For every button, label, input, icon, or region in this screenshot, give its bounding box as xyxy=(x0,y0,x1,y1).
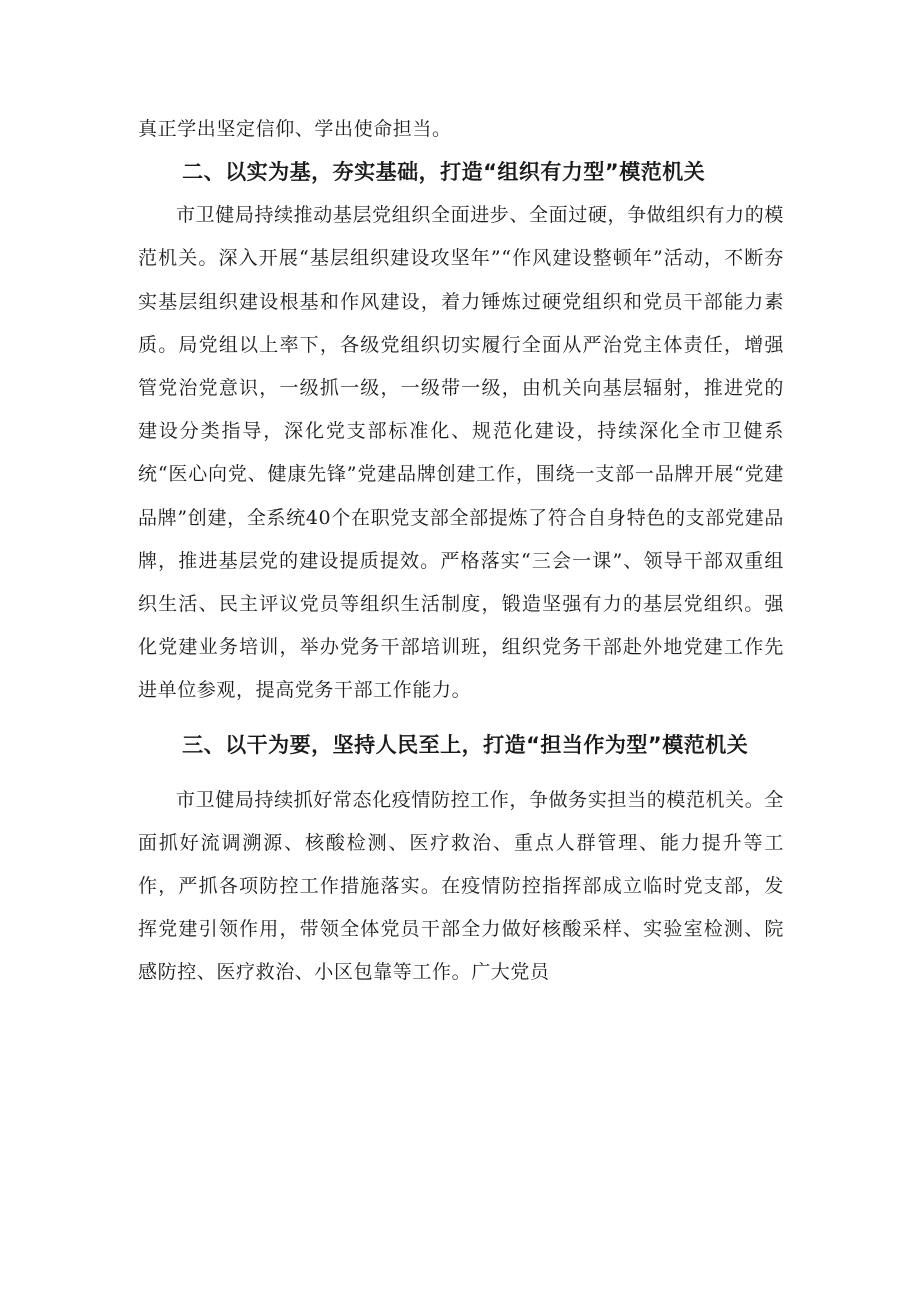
section-3-paragraph: 市卫健局持续抓好常态化疫情防控工作，争做务实担当的模范机关。全面抓好流调溯源、核酸检测、医疗救治、重点人群管理、能力提升等工作，严抓各项防控工作措施落实。在疫情防控指挥部成立临时党支部，发挥党建引领作用，带领全体党员干部全力做好核酸采样、实验室检测、院感防控、医疗救治、小区包靠等工作。广大党员 xyxy=(138,788,784,984)
document-body xyxy=(138,108,784,995)
continuation-paragraph: 真正学出坚定信仰、学出使命担当。 xyxy=(138,118,452,140)
section-2-paragraph: 市卫健局持续推动基层党组织全面进步、全面过硬，争做组织有力的模范机关。深入开展“基层组织建设攻坚年”“作风建设整顿年”活动，不断夯实基层组织建设根基和作风建设，着力锤炼过硬党组织和党员干部能力素质。局党组以上率下，各级党组织切实履行全面从严治党主体责任，增强管党治党意识，一级抓一级，一级带一级，由机关向基层辐射，推进党的建设分类指导，深化党支部标准化、规范化建设，持续深化全市卫健系统“医心向党、健康先锋”党建品牌创建工作，围绕一支部一品牌开展“党建品牌”创建，全系统40个在职党支部全部提炼了符合自身特色的支部党建品牌，推进基层党的建设提质提效。严格落实“三会一课”、领导干部双重组织生活、民主评议党员等组织生活制度，锻造坚强有力的基层党组织。强化党建业务培训，举办党务干部培训班，组织党务干部赴外地党建工作先进单位参观，提高党务干部工作能力。 xyxy=(138,204,784,702)
section-3-heading: 三、以干为要，坚持人民至上，打造“担当作为型”模范机关 xyxy=(182,732,749,757)
section-2-heading: 二、以实为基，夯实基础，打造“组织有力型”模范机关 xyxy=(182,160,706,185)
